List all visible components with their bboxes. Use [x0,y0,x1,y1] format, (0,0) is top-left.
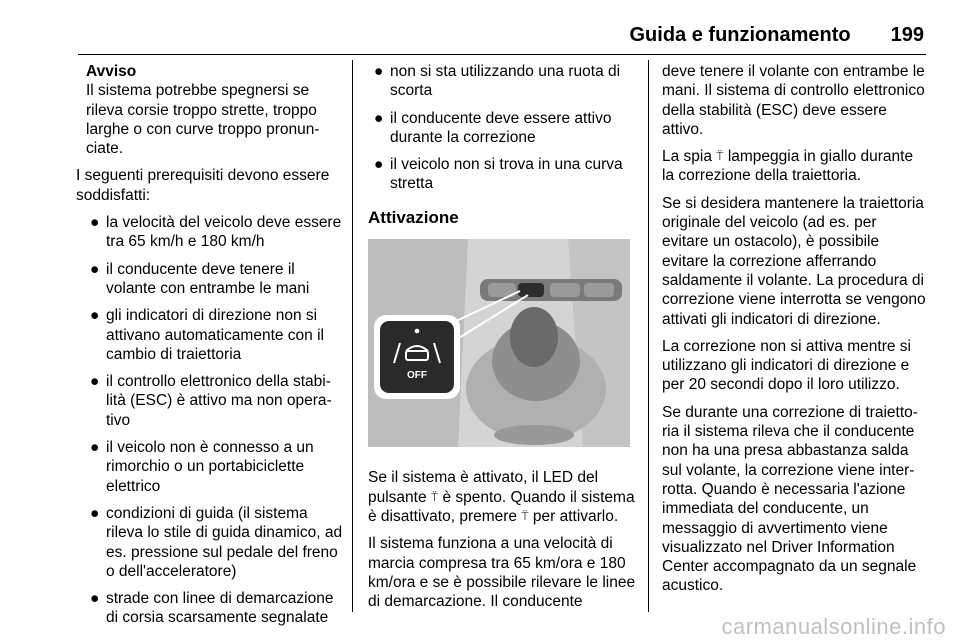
list-item: ● il conducente deve essere attivo durante la correzione [374,109,612,146]
bullet-icon: ● [90,373,100,391]
lane-switch [518,283,544,297]
bullet-icon: ● [374,109,384,127]
list-item: ● gli indicatori di direzione non si attivano automaticamente con il cambio di traiettoria [90,307,324,363]
column-3 [662,62,926,604]
gear-knob [510,307,558,367]
led-indicator [415,329,420,334]
list-item: ● il conducente deve tenere il volante con entrambe le mani [90,260,310,297]
prerequisites-intro: I seguenti prerequisiti devono essere soddisfatti: [76,167,330,204]
column-1 [76,62,344,636]
warning-light-paragraph: La spia ⍡ lampeggia in giallo durante la correzione della traiettoria. [662,148,914,185]
console-tray [494,425,574,445]
grip-warning-paragraph: Se durante una correzione di traiettoria il sistema rileva che il conducente non ha una presa abbastanza salda sul volante, la correzione viene interrotta. Quando è necessaria l'azione immediata del conducente, un messaggio di avvertimento viene visualizzato nel Driver Information Center accompagnato da un segnale acustico. [662,403,918,595]
list-item: ● la velocità del veicolo deve essere tra 65 km/h e 180 km/h [90,214,342,251]
note-box [76,62,344,158]
button-off-label: OFF [407,370,427,382]
column-divider-1 [352,60,353,612]
column-2 [368,62,636,619]
prerequisites-list [76,213,344,628]
console-button-figure [368,239,630,447]
paragraph-continuation: deve tenere il volante con entrambe le mani. Il sistema di controllo elettronico della stabilità (ESC) deve essere attivo. [662,63,925,138]
lane-keep-button-icon: ⍡ [521,508,529,523]
note-title: Avviso [86,63,137,80]
page-number: 199 [890,24,924,46]
activation-paragraph: Se il sistema è attivato, il LED del pulsante ⍡ è spento. Quando il sistema è disattivato, premere ⍡ per attivarlo. [368,469,635,525]
conditions-list [368,62,636,194]
bullet-icon: ● [90,307,100,325]
note-text: Il sistema potrebbe spegnersi se rileva corsie troppo strette, troppo larghe o con curve troppo pronunciate. [86,82,320,158]
bullet-icon: ● [90,439,100,457]
column-divider-2 [648,60,649,612]
list-item: ● strade con linee di demarcazione di corsia scarsamente segnalate [90,590,334,627]
switch-3 [550,283,580,297]
list-item: ● condizioni di guida (il sistema rileva lo stile di guida dinamico, ad es. pressione sul pedale del freno o dell'acceleratore) [90,504,343,580]
list-item: ● non si sta utilizzando una ruota di scorta [374,63,621,100]
turn-signal-paragraph: La correzione non si attiva mentre si utilizzano gli indicatori di direzione e per 20 secondi dopo il loro utilizzo. [662,337,911,394]
speed-range-paragraph: Il sistema funziona a una velocità di marcia compresa tra 65 km/ora e 180 km/ora e se è possibile rilevare le linee di demarcazione. Il conducente [368,535,636,611]
lane-keep-button-icon: ⍡ [430,489,439,504]
header-rule [78,54,926,55]
page-header [0,24,924,52]
section-title: Guida e funzionamento [629,24,851,46]
list-item: ● il veicolo non è connesso a un rimorchio o un portabiciclette elettrico [90,439,314,495]
lane-keep-warning-icon: ⍡ [716,149,724,164]
list-item: ● il veicolo non si trova in una curva stretta [374,156,623,193]
bullet-icon: ● [90,590,100,608]
section-heading: Attivazione [368,207,459,227]
bullet-icon: ● [374,63,384,80]
bullet-icon: ● [374,156,384,174]
bullet-icon: ● [90,260,100,278]
watermark: carmanualsonline.info [721,614,946,639]
override-paragraph: Se si desidera mantenere la traiettoria originale del veicolo (ad es. per evitare un ostacolo), è possibile evitare la correzione afferrando saldamente il volante. La procedura di correzione viene interrotta se vengono attivati gli indicatori di direzione. [662,194,926,328]
switch-4 [584,283,614,297]
bullet-icon: ● [90,504,100,522]
bullet-icon: ● [90,214,100,232]
list-item: ● il controllo elettronico della stabilità (ESC) è attivo ma non operativo [90,373,332,429]
